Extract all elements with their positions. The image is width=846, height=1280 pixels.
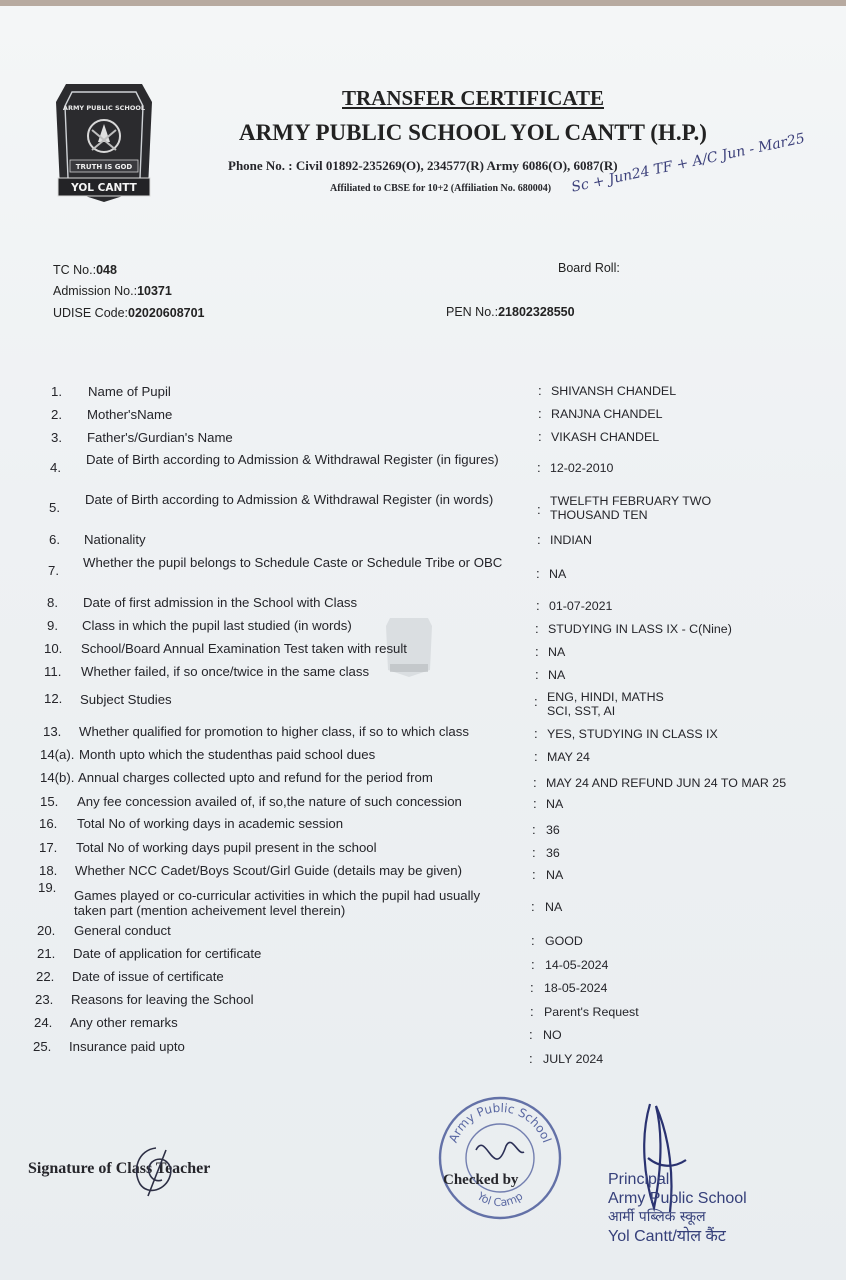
board-roll: Board Roll: bbox=[558, 261, 620, 275]
admission-number: Admission No.:10371 bbox=[53, 284, 172, 298]
paper-edge bbox=[0, 0, 846, 6]
handwritten-note: Sc + Jun24 TF + A/C Jun - Mar25 bbox=[570, 130, 807, 196]
principal-line-1: Principal bbox=[608, 1171, 670, 1188]
stamp-text: Army Public School bbox=[446, 1100, 555, 1145]
school-round-stamp bbox=[432, 1090, 568, 1226]
class-teacher-signature-label: Signature of Class Teacher bbox=[28, 1160, 211, 1177]
school-name: ARMY PUBLIC SCHOOL YOL CANTT (H.P.) bbox=[239, 120, 707, 145]
document-title: TRANSFER CERTIFICATE bbox=[342, 86, 604, 110]
logo-motto: TRUTH IS GOD bbox=[75, 163, 133, 171]
stamp-place: Yol Camp bbox=[474, 1189, 526, 1210]
pen-number: PEN No.:21802328550 bbox=[446, 305, 575, 319]
udise-code: UDISE Code:02020608701 bbox=[53, 306, 205, 320]
class-teacher-signature bbox=[126, 1140, 186, 1200]
checked-by-label: Checked by bbox=[443, 1172, 519, 1188]
principal-line-3: आर्मी पब्लिक स्कूल bbox=[608, 1209, 706, 1225]
affiliation-line: Affiliated to CBSE for 10+2 (Affiliation No. 680004) bbox=[330, 183, 552, 194]
tc-number: TC No.:048 bbox=[53, 263, 117, 277]
principal-line-2: Army Public School bbox=[608, 1190, 747, 1207]
principal-line-4: Yol Cantt/योल कैंट bbox=[608, 1228, 726, 1245]
logo-bottom-text: YOL CANTT bbox=[71, 182, 137, 194]
principal-stamp bbox=[608, 1170, 747, 1246]
logo-top-text: ARMY PUBLIC SCHOOL bbox=[62, 104, 146, 112]
svg-text:Army Public School bbox=[446, 1101, 554, 1145]
phone-numbers: Phone No. : Civil 01892-235269(O), 234577(R) Army 6086(O), 6087(R) bbox=[228, 158, 618, 173]
